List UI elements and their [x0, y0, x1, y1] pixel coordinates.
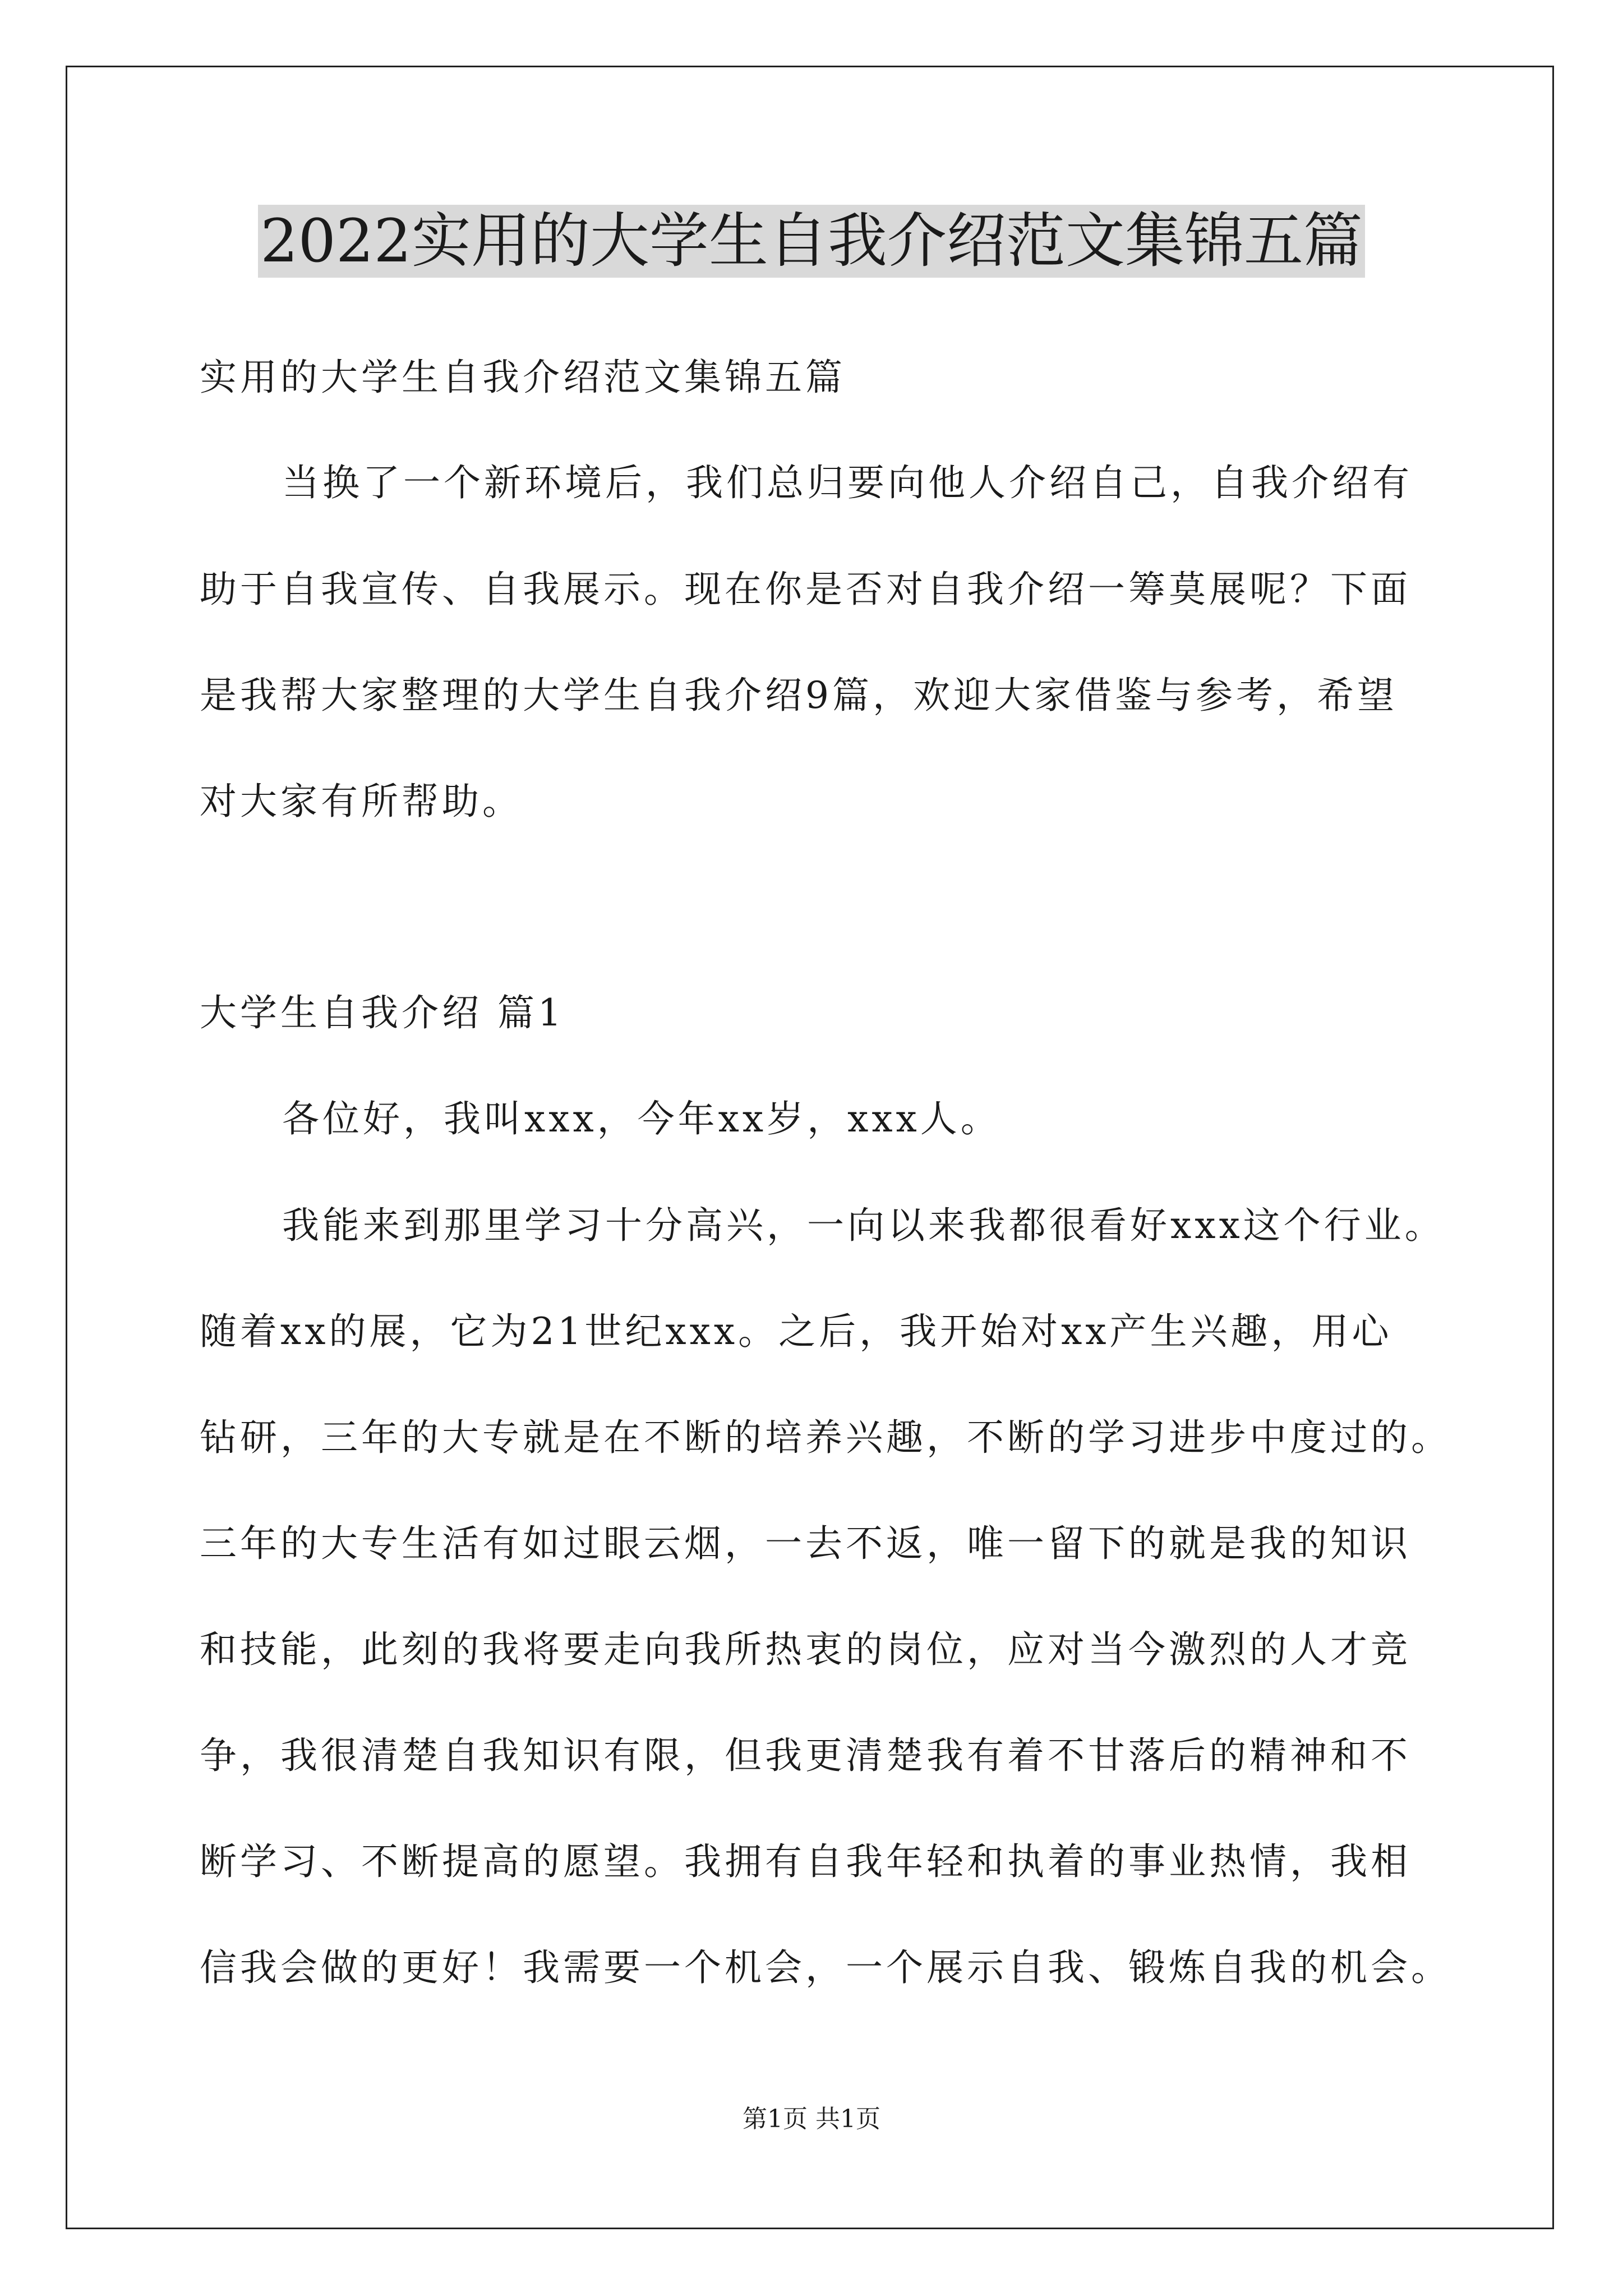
paragraph-line: 和技能，此刻的我将要走向我所热衷的岗位，应对当今激烈的人才竞 [200, 1628, 1411, 1671]
paragraph-line: 各位好，我叫xxx，今年xx岁，xxx人。 [282, 1097, 1001, 1140]
paragraph-line: 是我帮大家整理的大学生自我介绍9篇，欢迎大家借鉴与参考，希望 [200, 674, 1398, 717]
subtitle: 实用的大学生自我介绍范文集锦五篇 [200, 356, 846, 399]
paragraph-line: 对大家有所帮助。 [200, 780, 523, 823]
paragraph-line: 争，我很清楚自我知识有限，但我更清楚我有着不甘落后的精神和不 [200, 1734, 1411, 1777]
paragraph-line: 断学习、不断提高的愿望。我拥有自我年轻和执着的事业热情，我相 [200, 1840, 1411, 1883]
paragraph-line: 信我会做的更好！我需要一个机会，一个展示自我、锻炼自我的机会。 [200, 1946, 1451, 1989]
paragraph-line: 助于自我宣传、自我展示。现在你是否对自我介绍一筹莫展呢？下面 [200, 568, 1411, 611]
page-footer: 第1页 共1页 [743, 2105, 880, 2133]
paragraph-line: 随着xx的展，它为21世纪xxx。之后，我开始对xx产生兴趣，用心 [200, 1310, 1393, 1353]
paragraph-line: 我能来到那里学习十分高兴，一向以来我都很看好xxx这个行业。 [282, 1204, 1445, 1247]
title-container [0, 205, 1623, 278]
section-heading: 大学生自我介绍 篇1 [200, 991, 565, 1034]
paragraph-line: 三年的大专生活有如过眼云烟，一去不返，唯一留下的就是我的知识 [200, 1522, 1411, 1565]
paragraph-line: 当换了一个新环境后，我们总归要向他人介绍自己，自我介绍有 [282, 461, 1413, 504]
paragraph-line: 钻研，三年的大专就是在不断的培养兴趣，不断的学习进步中度过的。 [200, 1416, 1451, 1459]
document-title: 2022实用的大学生自我介绍范文集锦五篇 [258, 205, 1365, 278]
